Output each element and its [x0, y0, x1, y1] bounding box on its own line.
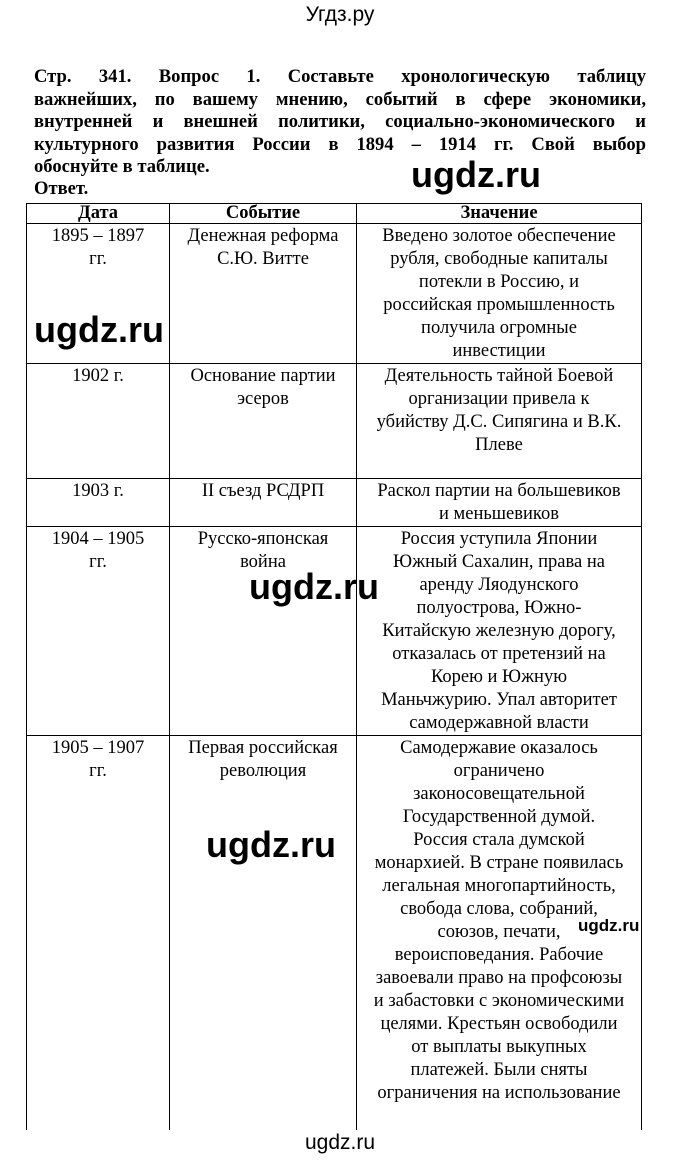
- table-row: [27, 527, 642, 736]
- cell-line: свобода слова, собраний,: [400, 899, 598, 919]
- cell-line: II съезд РСДРП: [201, 481, 325, 501]
- question-line: культурного развития России в 1894 – 1914 гг. Свой выбор: [34, 133, 646, 155]
- cell-event: [170, 364, 357, 479]
- table-header-row: [27, 204, 642, 224]
- table-row: [27, 479, 642, 527]
- cell-date: [27, 736, 170, 1130]
- cell-meaning: [357, 364, 642, 479]
- cell-event: [170, 736, 357, 1130]
- cell-date: [27, 479, 170, 527]
- cell-line: Маньчжурию. Упал авторитет: [381, 690, 617, 710]
- cell-line: самодержавной власти: [409, 713, 589, 733]
- question-line: важнейших, по вашему мнению, событий в сфере экономики,: [34, 88, 646, 110]
- watermark: ugdz.ru: [411, 154, 541, 195]
- cell-line: Первая российская: [188, 738, 338, 758]
- cell-line: Денежная реформа: [187, 226, 339, 246]
- cell-line: монархией. В стране появилась: [374, 853, 624, 873]
- cell-line: Россия стала думской: [413, 830, 585, 850]
- cell-line: аренду Ляодунского: [419, 575, 579, 595]
- cell-line: гг.: [89, 761, 107, 781]
- cell-line: 1902 г.: [72, 366, 124, 386]
- answer-label: Ответ.: [34, 178, 89, 199]
- cell-line: Самодержавие оказалось: [400, 738, 598, 758]
- cell-line: Плеве: [475, 435, 523, 455]
- cell-line: и забастовки с экономическими: [373, 991, 625, 1011]
- cell-line: вероисповедания. Рабочие: [394, 945, 604, 965]
- cell-line: эсеров: [237, 389, 289, 409]
- cell-line: Русско-японская: [197, 529, 329, 549]
- question-line: Стр. 341. Вопрос 1. Составьте хронологическую таблицу: [34, 66, 646, 87]
- cell-line: война: [240, 552, 286, 572]
- cell-event: [170, 479, 357, 527]
- cell-line: гг.: [89, 552, 107, 572]
- cell-line: 1903 г.: [72, 481, 124, 501]
- cell-meaning: [357, 527, 642, 736]
- cell-line: Раскол партии на большевиков: [377, 481, 621, 501]
- cell-meaning: [357, 224, 642, 364]
- cell-line: Корею и Южную: [430, 667, 568, 687]
- cell-line: и меньшевиков: [439, 504, 559, 524]
- cell-line: полуострова, Южно-: [416, 598, 582, 618]
- watermark: ugdz.ru: [206, 824, 336, 865]
- site-footer: ugdz.ru: [304, 1131, 376, 1154]
- cell-line: Китайскую железную дорогу,: [382, 621, 616, 641]
- watermark: ugdz.ru: [249, 566, 379, 607]
- cell-line: гг.: [89, 249, 107, 269]
- cell-line: С.Ю. Витте: [217, 249, 309, 269]
- cell-date: [27, 527, 170, 736]
- cell-line: Россия уступила Японии: [400, 529, 598, 549]
- question-text: [34, 66, 646, 179]
- cell-line: ограничения на использование: [377, 1083, 621, 1103]
- column-header-event: Событие: [170, 204, 357, 224]
- cell-line: Введено золотое обеспечение: [382, 226, 616, 246]
- cell-line: Южный Сахалин, права на: [393, 552, 605, 572]
- cell-line: 1895 – 1897: [51, 226, 145, 246]
- cell-line: платежей. Были сняты: [410, 1060, 588, 1080]
- cell-line: потекли в Россию, и: [418, 272, 580, 292]
- cell-line: организации привела к: [408, 389, 590, 409]
- column-header-date: Дата: [27, 204, 170, 224]
- cell-event: [170, 527, 357, 736]
- cell-line: Государственной думой.: [402, 807, 596, 827]
- column-header-meaning: Значение: [357, 204, 642, 224]
- question-line: внутренней и внешней политики, социально-экономического и: [34, 111, 646, 132]
- table-row: [27, 736, 642, 1130]
- cell-line: убийству Д.С. Сипягина и В.К.: [376, 412, 622, 432]
- cell-meaning: [357, 479, 642, 527]
- cell-line: ограничено: [453, 761, 545, 781]
- question-line: обоснуйте в таблице.: [34, 156, 210, 177]
- cell-line: от выплаты выкупных: [411, 1037, 587, 1057]
- cell-line: целями. Крестьян освободили: [380, 1014, 618, 1034]
- table-row: [27, 364, 642, 479]
- cell-line: 1904 – 1905: [51, 529, 145, 549]
- cell-line: союзов, печати,: [437, 922, 561, 942]
- cell-line: законосовещательной: [413, 784, 585, 804]
- cell-line: инвестиции: [452, 341, 546, 361]
- cell-date: [27, 364, 170, 479]
- cell-event: [170, 224, 357, 364]
- cell-line: российская промышленность: [383, 295, 615, 315]
- site-header: Угдз.ру: [305, 3, 375, 26]
- cell-line: Деятельность тайной Боевой: [384, 366, 614, 386]
- cell-line: получила огромные: [421, 318, 577, 338]
- cell-line: революция: [219, 761, 307, 781]
- cell-line: отказалась от претензий на: [392, 644, 606, 664]
- cell-line: завоевали право на профсоюзы: [375, 968, 623, 988]
- cell-line: 1905 – 1907: [51, 738, 145, 758]
- watermark: ugdz.ru: [34, 309, 164, 350]
- cell-line: Основание партии: [190, 366, 336, 386]
- cell-line: легальная многопартийность,: [382, 876, 616, 896]
- cell-line: рубля, свободные капиталы: [390, 249, 608, 269]
- watermark: ugdz.ru: [578, 916, 640, 935]
